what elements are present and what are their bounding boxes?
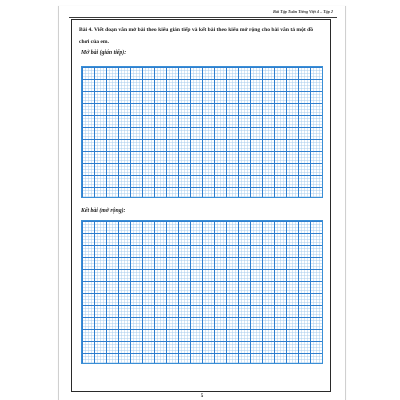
section-label-intro: Mở bài (gián tiếp): [81, 50, 127, 56]
writing-grid-conclusion[interactable] [81, 220, 323, 364]
exercise-instruction: Viết đoạn văn mở bài theo kiểu gián tiếp và kết bài theo kiểu mở rộng cho bài văn tả một đồ chơi của em. [79, 27, 314, 45]
workbook-page [58, 6, 346, 400]
header-rule [69, 17, 337, 18]
exercise-prompt [79, 24, 324, 48]
section-label-conclusion: Kết bài (mở rộng): [81, 208, 126, 214]
running-header: Bài Tập Tuần Tiếng Việt 4 – Tập 2 [273, 9, 333, 14]
page-number: 5 [200, 394, 204, 399]
writing-grid-intro[interactable] [81, 66, 323, 198]
exercise-number: Bài 4. [79, 27, 93, 33]
